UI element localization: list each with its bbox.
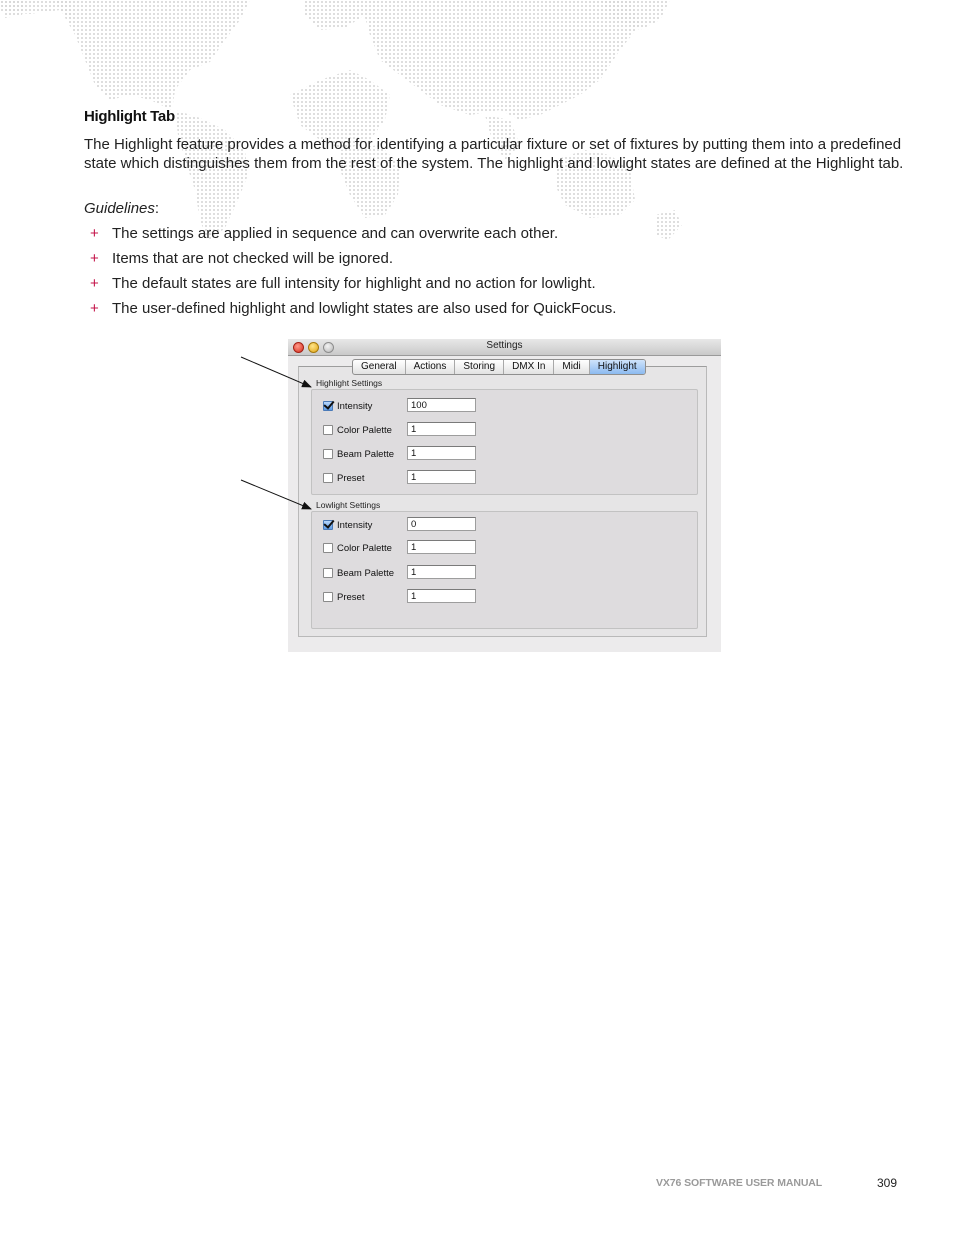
lowlight-settings-title: Lowlight Settings xyxy=(316,500,381,510)
lowlight-intensity-field[interactable]: 0 xyxy=(407,517,476,531)
lowlight-color-palette-row xyxy=(323,540,392,556)
bullet-text: Items that are not checked will be ignored. xyxy=(112,250,393,267)
window-title: Settings xyxy=(486,340,523,351)
window-titlebar[interactable] xyxy=(288,339,721,356)
settings-window xyxy=(288,339,721,652)
checkbox-label: Intensity xyxy=(337,519,373,531)
page-number: 309 xyxy=(877,1176,898,1190)
highlight-intensity-checkbox[interactable] xyxy=(323,401,333,411)
checkbox-label: Preset xyxy=(337,472,365,484)
bullet-plus-icon: + xyxy=(90,250,99,267)
highlight-color-palette-row xyxy=(323,422,392,438)
highlight-preset-field[interactable]: 1 xyxy=(407,470,476,484)
checkbox-label: Intensity xyxy=(337,400,373,412)
checkbox-label: Color Palette xyxy=(337,542,392,554)
tab-actions[interactable]: Actions xyxy=(406,360,456,374)
lowlight-color-palette-checkbox[interactable] xyxy=(323,543,333,553)
highlight-beam-palette-field[interactable]: 1 xyxy=(407,446,476,460)
list-item xyxy=(90,300,616,325)
highlight-preset-row xyxy=(323,470,364,486)
highlight-settings-title: Highlight Settings xyxy=(316,378,383,388)
bullet-text: The default states are full intensity for highlight and no action for lowlight. xyxy=(112,275,596,292)
tab-storing[interactable]: Storing xyxy=(455,360,504,374)
lowlight-preset-checkbox[interactable] xyxy=(323,592,333,602)
guidelines-list xyxy=(90,225,616,325)
list-item xyxy=(90,250,616,275)
tab-dmx-in[interactable]: DMX In xyxy=(504,360,554,374)
highlight-beam-palette-checkbox[interactable] xyxy=(323,449,333,459)
checkbox-label: Preset xyxy=(337,591,365,603)
tab-midi[interactable]: Midi xyxy=(554,360,589,374)
lowlight-beam-palette-field[interactable]: 1 xyxy=(407,565,476,579)
highlight-intensity-row xyxy=(323,398,372,414)
lowlight-color-palette-field[interactable]: 1 xyxy=(407,540,476,554)
guidelines-label-text: Guidelines xyxy=(84,200,155,217)
lowlight-intensity-checkbox[interactable] xyxy=(323,520,333,530)
lowlight-preset-row xyxy=(323,589,364,605)
highlight-beam-palette-row xyxy=(323,446,394,462)
lowlight-beam-palette-row xyxy=(323,565,394,581)
checkbox-label: Color Palette xyxy=(337,424,392,436)
lowlight-preset-field[interactable]: 1 xyxy=(407,589,476,603)
tab-highlight[interactable]: Highlight xyxy=(590,360,645,374)
bullet-plus-icon: + xyxy=(90,300,99,317)
checkbox-label: Beam Palette xyxy=(337,567,395,579)
footer-manual-title: VX76 SOFTWARE USER MANUAL xyxy=(656,1177,823,1189)
intro-paragraph: The Highlight feature provides a method for identifying a particular fixture or set of fixtures by putting them into a predefined state which distinguishes them from the rest of the system. The highlight and lowlight states are defined at the Highlight tab. xyxy=(84,136,904,172)
highlight-color-palette-field[interactable]: 1 xyxy=(407,422,476,436)
bullet-text: The settings are applied in sequence and can overwrite each other. xyxy=(112,225,559,242)
highlight-color-palette-checkbox[interactable] xyxy=(323,425,333,435)
settings-tabs xyxy=(352,359,646,375)
guidelines-label xyxy=(84,200,159,217)
lowlight-intensity-row xyxy=(323,517,372,533)
section-heading: Highlight Tab xyxy=(84,108,175,125)
list-item xyxy=(90,225,616,250)
bullet-plus-icon: + xyxy=(90,225,99,242)
lowlight-beam-palette-checkbox[interactable] xyxy=(323,568,333,578)
highlight-intensity-field[interactable]: 100 xyxy=(407,398,476,412)
bullet-text: The user-defined highlight and lowlight states are also used for QuickFocus. xyxy=(112,300,617,317)
tab-general[interactable]: General xyxy=(353,360,406,374)
highlight-preset-checkbox[interactable] xyxy=(323,473,333,483)
checkbox-label: Beam Palette xyxy=(337,448,395,460)
list-item xyxy=(90,275,616,300)
bullet-plus-icon: + xyxy=(90,275,99,292)
guidelines-colon: : xyxy=(154,200,160,217)
